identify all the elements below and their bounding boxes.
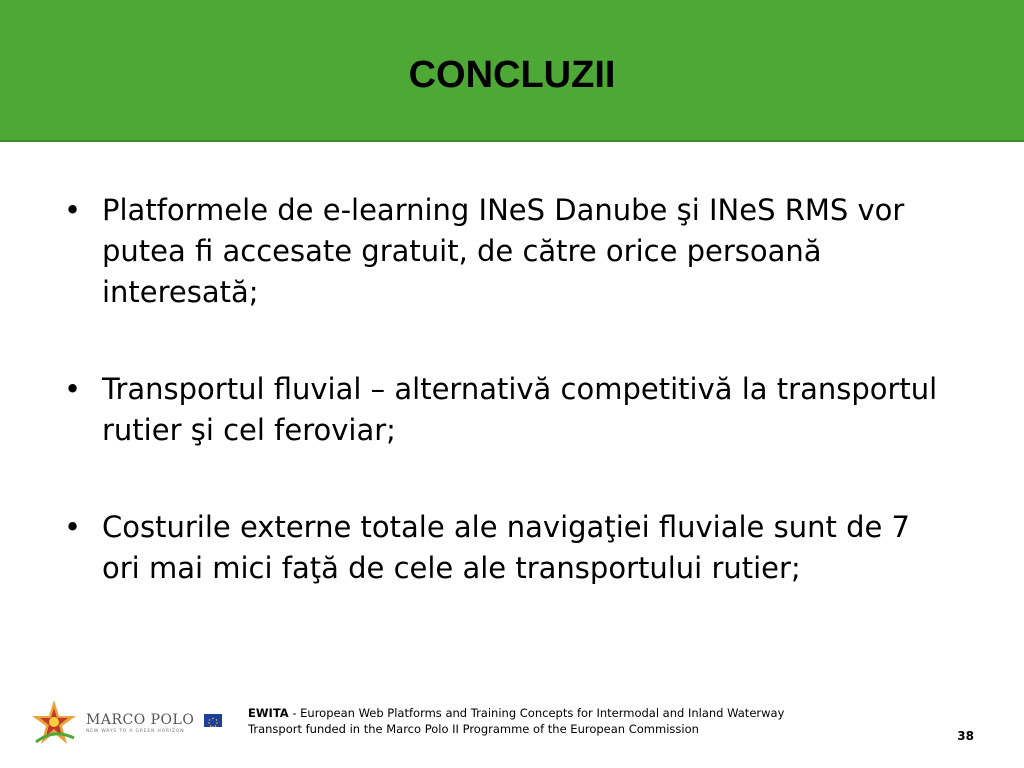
bullet-marker: • [64, 510, 82, 544]
bullet-text: Transportul fluvial – alternativă competitivă la transportul rutier şi cel feroviar; [102, 372, 938, 447]
slide-title: CONCLUZII [408, 54, 616, 96]
page-number: 38 [957, 729, 974, 743]
bullet-item [56, 190, 956, 313]
bullet-list [56, 190, 956, 589]
title-bar [0, 0, 1024, 142]
marco-polo-star-icon [30, 698, 78, 750]
logo-tagline: NEW WAYS TO A GREEN HORIZON [86, 729, 185, 734]
bullet-text: Costurile externe totale ale navigaţiei fluviale sunt de 7 ori mai mici faţă de cele ale transportului rutier; [102, 510, 910, 585]
bullet-marker: • [64, 193, 82, 227]
bullet-item [56, 369, 956, 451]
footer-separator: - [288, 706, 301, 720]
footer-description-line-1: European Web Platforms and Training Concepts for Intermodal and Inland Waterway [300, 706, 785, 720]
footer-brand: EWITA [248, 706, 289, 720]
bullet-marker: • [64, 372, 82, 406]
footer-text [248, 705, 888, 737]
bullet-item [56, 507, 956, 589]
marco-polo-logo [30, 696, 230, 752]
footer-description-line-2: Transport funded in the Marco Polo II Programme of the European Commission [248, 722, 699, 736]
bullet-text: Platformele de e-learning INeS Danube şi INeS RMS vor putea fi accesate gratuit, de către orice persoană interesată; [102, 193, 905, 309]
eu-flag-icon [204, 714, 222, 727]
footer-line-1 [248, 705, 888, 721]
logo-name: MARCO POLO [86, 712, 195, 728]
